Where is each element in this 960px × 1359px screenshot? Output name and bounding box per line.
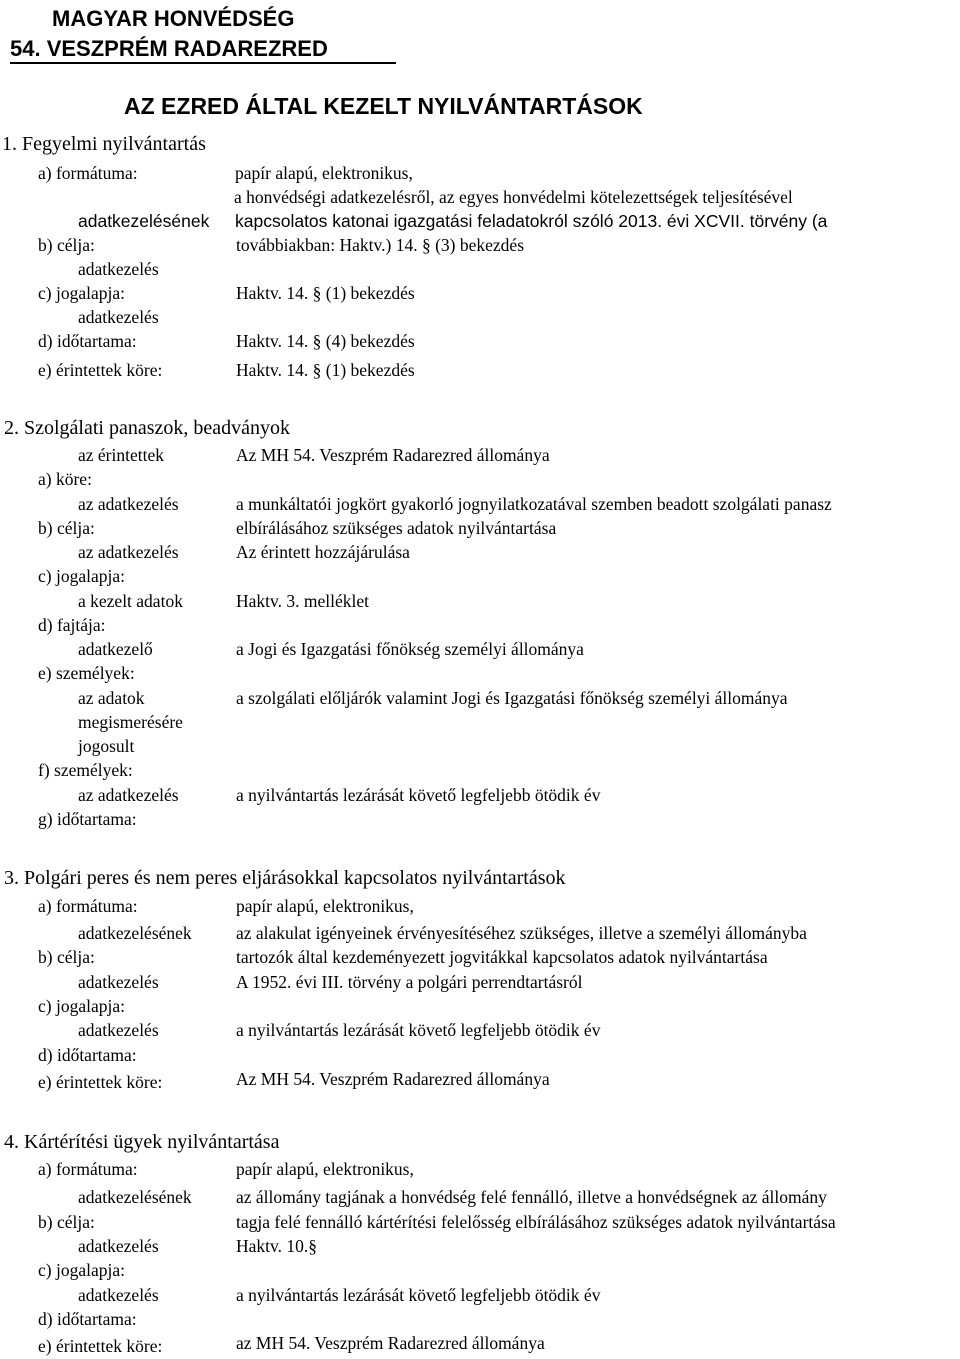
s2-a-label-1: az érintettek xyxy=(78,445,164,465)
s2-a-label-2: a) köre: xyxy=(38,469,92,489)
s2-d-label-1: a kezelt adatok xyxy=(78,591,183,611)
s3-a-value: papír alapú, elektronikus, xyxy=(236,896,414,916)
s1-b-value-3: továbbiakban: Haktv.) 14. § (3) bekezdés xyxy=(236,235,525,255)
s2-b-label-2: b) célja: xyxy=(38,518,95,538)
s1-b-value-2: kapcsolatos katonai igazgatási feladatokról szóló 2013. évi XCVII. törvény (a xyxy=(235,211,828,231)
s3-a-label: a) formátuma: xyxy=(38,896,138,916)
s1-c-value: Haktv. 14. § (1) bekezdés xyxy=(236,283,415,303)
s4-c-value: Haktv. 10.§ xyxy=(236,1236,318,1256)
s4-d-label-1: adatkezelés xyxy=(78,1285,159,1305)
s4-d-label-2: d) időtartama: xyxy=(38,1309,137,1329)
s4-b-value-1: az állomány tagjának a honvédség felé fennálló, illetve a honvédségnek az állomány xyxy=(236,1187,827,1207)
s2-d-label-2: d) fajtája: xyxy=(38,615,106,635)
unit-underline xyxy=(10,62,396,64)
s4-d-value: a nyilvántartás lezárását követő legfeljebb ötödik év xyxy=(236,1285,601,1305)
s1-e-label: e) érintettek köre: xyxy=(38,360,163,380)
s4-c-label-1: adatkezelés xyxy=(78,1236,159,1256)
s3-e-value: Az MH 54. Veszprém Radarezred állománya xyxy=(236,1069,550,1089)
s3-c-label-2: c) jogalapja: xyxy=(38,996,125,1016)
s4-b-label-1: adatkezelésének xyxy=(78,1187,192,1207)
s2-b-value-1: a munkáltatói jogkört gyakorló jognyilatkozatával szemben beadott szolgálati panasz xyxy=(236,494,832,514)
s1-a-label: a) formátuma: xyxy=(38,163,138,183)
s2-a-value: Az MH 54. Veszprém Radarezred állománya xyxy=(236,445,550,465)
s2-f-label-4: f) személyek: xyxy=(38,760,133,780)
s3-b-label-1: adatkezelésének xyxy=(78,923,192,943)
s3-c-value: A 1952. évi III. törvény a polgári perrendtartásról xyxy=(236,972,583,992)
section-1-heading: 1. Fegyelmi nyilvántartás xyxy=(2,133,206,155)
org-name: MAGYAR HONVÉDSÉG xyxy=(52,6,295,31)
s3-c-label-1: adatkezelés xyxy=(78,972,159,992)
s2-g-label-2: g) időtartama: xyxy=(38,809,137,829)
s3-b-value-2: tartozók által kezdeményezett jogvitákkal kapcsolatos adatok nyilvántartása xyxy=(236,947,768,967)
s2-c-label-1: az adatkezelés xyxy=(78,542,179,562)
s1-c-label-2: c) jogalapja: xyxy=(38,283,125,303)
s4-b-value-2: tagja felé fennálló kártérítési felelősség elbírálásához szükséges adatok nyilvántartása xyxy=(236,1212,836,1232)
s4-b-label-2: b) célja: xyxy=(38,1212,95,1232)
section-4-heading: 4. Kártérítési ügyek nyilvántartása xyxy=(4,1131,280,1153)
s3-d-label-1: adatkezelés xyxy=(78,1020,159,1040)
s4-e-label: e) érintettek köre: xyxy=(38,1336,163,1356)
s3-d-label-2: d) időtartama: xyxy=(38,1045,137,1065)
page-title: AZ EZRED ÁLTAL KEZELT NYILVÁNTARTÁSOK xyxy=(124,93,643,119)
s2-e-label-1: adatkezelő xyxy=(78,639,153,659)
s1-b-value-1: a honvédségi adatkezelésről, az egyes honvédelmi kötelezettségek teljesítésével xyxy=(234,187,793,207)
s1-d-value: Haktv. 14. § (4) bekezdés xyxy=(236,331,415,351)
s2-f-label-1: az adatok xyxy=(78,688,145,708)
s3-b-label-2: b) célja: xyxy=(38,947,95,967)
s1-b-label-1: adatkezelésének xyxy=(78,211,210,231)
s2-e-label-2: e) személyek: xyxy=(38,663,135,683)
s2-g-value: a nyilvántartás lezárását követő legfeljebb ötödik év xyxy=(236,785,601,805)
s2-f-label-3: jogosult xyxy=(78,736,135,756)
s3-d-value: a nyilvántartás lezárását követő legfeljebb ötödik év xyxy=(236,1020,601,1040)
s4-c-label-2: c) jogalapja: xyxy=(38,1260,125,1280)
s1-b-label-2: b) célja: xyxy=(38,235,95,255)
section-3-heading: 3. Polgári peres és nem peres eljárásokkal kapcsolatos nyilvántartások xyxy=(4,867,566,889)
section-2-heading: 2. Szolgálati panaszok, beadványok xyxy=(4,417,291,439)
s2-b-label-1: az adatkezelés xyxy=(78,494,179,514)
s1-d-label-1: adatkezelés xyxy=(78,307,159,327)
s1-a-value: papír alapú, elektronikus, xyxy=(235,163,413,183)
s4-a-label: a) formátuma: xyxy=(38,1159,138,1179)
s1-e-value: Haktv. 14. § (1) bekezdés xyxy=(236,360,415,380)
s4-a-value: papír alapú, elektronikus, xyxy=(236,1159,414,1179)
s1-d-label-2: d) időtartama: xyxy=(38,331,137,351)
s3-e-label: e) érintettek köre: xyxy=(38,1072,163,1092)
s2-f-label-2: megismerésére xyxy=(78,712,183,732)
s2-f-value: a szolgálati előljárók valamint Jogi és Igazgatási főnökség személyi állománya xyxy=(236,688,788,708)
s2-c-label-2: c) jogalapja: xyxy=(38,566,125,586)
s2-e-value: a Jogi és Igazgatási főnökség személyi állománya xyxy=(236,639,584,659)
s2-g-label-1: az adatkezelés xyxy=(78,785,179,805)
s2-b-value-2: elbírálásához szükséges adatok nyilvántartása xyxy=(236,518,557,538)
s4-e-value: az MH 54. Veszprém Radarezred állománya xyxy=(236,1333,545,1353)
s2-d-value: Haktv. 3. melléklet xyxy=(236,591,369,611)
s2-c-value: Az érintett hozzájárulása xyxy=(236,542,410,562)
unit-name: 54. VESZPRÉM RADAREZRED xyxy=(10,36,328,61)
s1-c-label-1: adatkezelés xyxy=(78,259,159,279)
s3-b-value-1: az alakulat igényeinek érvényesítéséhez szükséges, illetve a személyi állományba xyxy=(236,923,807,943)
